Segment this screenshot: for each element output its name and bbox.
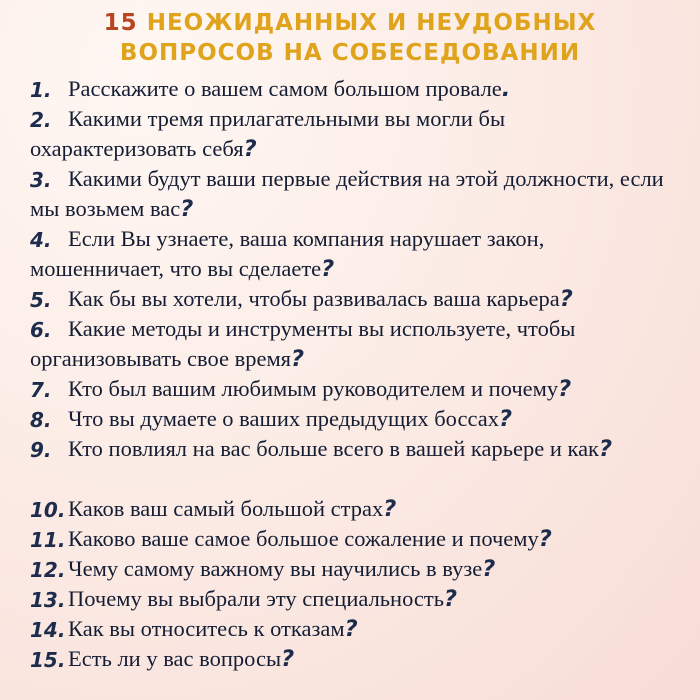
question-item [30, 584, 670, 614]
question-item [30, 224, 670, 284]
question-text: Есть ли у вас вопросы? [68, 646, 295, 672]
question-item [30, 524, 670, 554]
question-mark-glyph: ? [558, 376, 572, 402]
question-item [30, 104, 670, 164]
title-line-1 [0, 8, 700, 38]
question-text: Если Вы узнаете, ваша компания нарушает закон, мошенничает, что вы сделаете? [30, 226, 545, 282]
question-mark-glyph: ? [498, 406, 513, 432]
question-text: Какими тремя прилагательными вы могли бы охарактеризовать себя? [30, 106, 506, 162]
page-title [0, 8, 700, 68]
question-text: Каково ваше самое большое сожаление и почему? [68, 526, 552, 552]
question-number: 8. [30, 408, 52, 432]
question-mark-glyph: ? [482, 556, 496, 582]
question-number: 9. [30, 438, 52, 462]
question-mark-glyph: ? [243, 136, 257, 162]
question-text: Расскажите о вашем самом большом провале. [68, 76, 511, 102]
title-text-1: НЕОЖИДАННЫХ И НЕУДОБНЫХ [146, 10, 597, 36]
title-number: 15 [103, 10, 138, 36]
question-number: 10. [30, 498, 66, 522]
question-mark-glyph: ? [383, 496, 397, 522]
question-item [30, 314, 670, 374]
question-text: Как вы относитесь к отказам? [68, 616, 358, 642]
question-item [30, 554, 670, 584]
question-item [30, 494, 670, 524]
question-mark-glyph: ? [559, 286, 573, 312]
question-text: Кто повлиял на вас больше всего в вашей карьере и как? [68, 436, 613, 462]
question-number: 2. [30, 108, 52, 132]
question-mark-glyph: ? [444, 586, 458, 612]
question-list [30, 74, 670, 674]
question-text: Что вы думаете о ваших предыдущих боссах? [68, 406, 513, 432]
question-mark-glyph: ? [281, 646, 295, 672]
question-mark-glyph: ? [180, 196, 194, 222]
question-mark-glyph: . [501, 76, 511, 102]
question-number: 6. [30, 318, 52, 342]
question-number: 12. [30, 558, 66, 582]
question-item [30, 404, 670, 434]
question-text: Каков ваш самый большой страх? [68, 496, 397, 522]
question-item [30, 74, 670, 104]
question-text: Как бы вы хотели, чтобы развивалась ваша карьера? [68, 286, 573, 312]
title-line-2: ВОПРОСОВ НА СОБЕСЕДОВАНИИ [119, 40, 581, 66]
question-mark-glyph: ? [291, 346, 305, 372]
question-mark-glyph: ? [344, 616, 358, 642]
question-item [30, 164, 670, 224]
question-mark-glyph: ? [538, 526, 552, 552]
question-number: 3. [30, 168, 52, 192]
question-item [30, 644, 670, 674]
question-number: 14. [30, 618, 66, 642]
question-text: Кто был вашим любимым руководителем и почему? [68, 376, 572, 402]
question-mark-glyph: ? [599, 436, 613, 462]
question-number: 1. [30, 78, 52, 102]
question-text: Чему самому важному вы научились в вузе? [68, 556, 496, 582]
question-text: Почему вы выбрали эту специальность? [68, 586, 458, 612]
question-text: Какими будут ваши первые действия на этой должности, если мы возьмем вас? [30, 166, 664, 222]
question-item [30, 284, 670, 314]
question-item [30, 374, 670, 404]
question-text: Какие методы и инструменты вы используете, чтобы организовывать свое время? [30, 316, 576, 372]
question-number: 7. [30, 378, 52, 402]
question-number: 5. [30, 288, 52, 312]
question-number: 13. [30, 588, 66, 612]
question-item [30, 434, 670, 494]
question-item [30, 614, 670, 644]
question-number: 11. [30, 528, 66, 552]
question-number: 4. [30, 228, 52, 252]
question-number: 15. [30, 648, 66, 672]
question-mark-glyph: ? [321, 256, 335, 282]
